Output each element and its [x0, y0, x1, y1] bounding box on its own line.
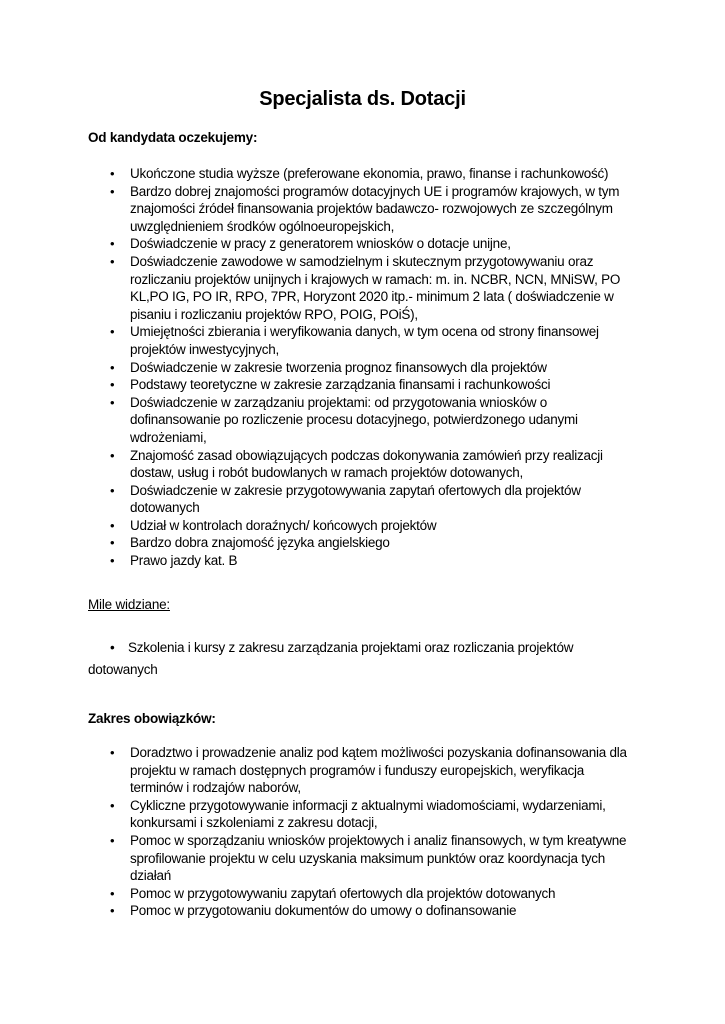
- list-item: • Znajomość zasad obowiązujących podczas dokonywania zamówień przy realizacji dostaw, usług i robót budowlanych w ramach projektów dotowanych,: [110, 447, 640, 482]
- list-item: • Pomoc w przygotowywaniu zapytań ofertowych dla projektów dotowanych: [110, 885, 640, 903]
- nice-to-have-line1: Szkolenia i kursy z zakresu zarządzania projektami oraz rozliczania projektów: [128, 640, 574, 655]
- list-item: • Podstawy teoretyczne w zakresie zarządzania finansami i rachunkowości: [110, 376, 640, 394]
- requirements-heading: Od kandydata oczekujemy:: [88, 130, 258, 145]
- list-item: • Prawo jazdy kat. B: [110, 552, 640, 570]
- list-item: • Umiejętności zbierania i weryfikowania danych, w tym ocena od strony finansowej projektów inwestycyjnych,: [110, 323, 640, 358]
- list-item: • Pomoc w sporządzaniu wniosków projektowych i analiz finansowych, w tym kreatywne sprofilowanie projektu w celu uzyskania maksimum punktów oraz koordynacja tych działań: [110, 832, 640, 885]
- requirements-list: [110, 165, 640, 570]
- nice-to-have-item: [88, 637, 630, 681]
- document-title: Specjalista ds. Dotacji: [259, 88, 466, 110]
- nice-to-have-line2: dotowanych: [88, 662, 158, 677]
- nice-to-have-heading: Mile widziane:: [88, 597, 170, 612]
- list-item: • Udział w kontrolach doraźnych/ końcowych projektów: [110, 517, 640, 535]
- list-item: • Doświadczenie w zakresie tworzenia prognoz finansowych dla projektów: [110, 359, 640, 377]
- bullet-icon: •: [110, 640, 115, 655]
- list-item: • Doświadczenie w zarządzaniu projektami: od przygotowania wniosków o dofinansowanie po rozliczenie procesu dotacyjnego, potwierdzonego udanymi wdrożeniami,: [110, 394, 640, 447]
- list-item: • Doświadczenie w pracy z generatorem wniosków o dotacje unijne,: [110, 235, 640, 253]
- list-item: • Bardzo dobra znajomość języka angielskiego: [110, 534, 640, 552]
- list-item: • Ukończone studia wyższe (preferowane ekonomia, prawo, finanse i rachunkowość): [110, 165, 640, 183]
- list-item: • Doświadczenie zawodowe w samodzielnym i skutecznym przygotowywaniu oraz rozliczaniu projektów unijnych i krajowych w ramach: m. in. NCBR, NCN, MNiSW, PO KL,PO IG, PO IR, RPO, 7PR, Horyzont 2020 itp.- minimum 2 lata ( doświadczenie w pisaniu i rozliczaniu projektów RPO, POIG, POiŚ),: [110, 253, 640, 323]
- list-item: • Doradztwo i prowadzenie analiz pod kątem możliwości pozyskania dofinansowania dla projektu w ramach dostępnych programów i funduszy europejskich, weryfikacja terminów i rodzajów naborów,: [110, 744, 640, 797]
- list-item: • Doświadczenie w zakresie przygotowywania zapytań ofertowych dla projektów dotowanych: [110, 482, 640, 517]
- duties-heading: Zakres obowiązków:: [88, 711, 216, 726]
- duties-list: [110, 744, 640, 920]
- list-item: • Bardzo dobrej znajomości programów dotacyjnych UE i programów krajowych, w tym znajomości źródeł finansowania projektów badawczo- rozwojowych ze szczególnym uwzględnieniem środków ogólnoeuropejskich,: [110, 183, 640, 236]
- list-item: • Cykliczne przygotowywanie informacji z aktualnymi wiadomościami, wydarzeniami, konkursami i szkoleniami z zakresu dotacji,: [110, 797, 640, 832]
- list-item: • Pomoc w przygotowaniu dokumentów do umowy o dofinansowanie: [110, 902, 640, 920]
